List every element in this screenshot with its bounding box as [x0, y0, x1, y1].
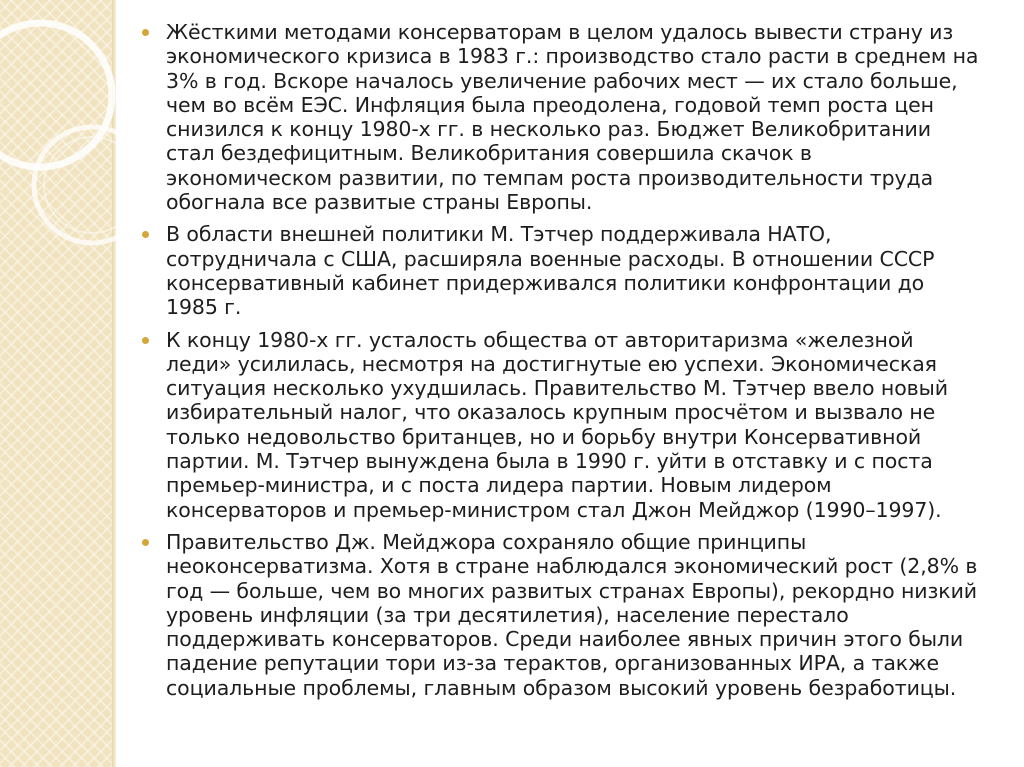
slide-content	[142, 20, 982, 708]
bullet-dot-icon	[142, 29, 149, 36]
bullet-text: Жёсткими методами консерваторам в целом удалось вывести страну из экономического кризиса в 1983 г.: производство стало расти в среднем на 3% в год. Вскоре началось увеличение рабочих мест — их стало больше, чем во всём ЕЭС. Инфляция была преодолена, годовой темп роста цен снизился к концу 1980-х гг. в несколько раз. Бюджет Великобритании стал бездефицитным. Великобритания совершила скачок в экономическом развитии, по темпам роста производительности труда обогнала все развитые страны Европы.	[166, 20, 979, 215]
bullet-text: Правительство Дж. Мейджора сохраняло общие принципы неоконсерватизма. Хотя в стране наблюдался экономический рост (2,8% в год — больше, чем во многих развитых странах Европы), рекордно низкий уровень инфляции (за три десятилетия), население перестало поддерживать консерваторов. Среди наиболее явных причин этого были падение репутации тори из-за терактов, организованных ИРА, а также социальные проблемы, главным образом высокий уровень безработицы.	[166, 529, 978, 700]
bullet-dot-icon	[142, 337, 149, 344]
bullet-item-foreign-policy	[142, 222, 982, 319]
bullet-text: К концу 1980-х гг. усталость общества от авторитаризма «железной леди» усилилась, несмотря на достигнутые ею успехи. Экономическая ситуация несколько ухудшилась. Правительство М. Тэтчер ввело новый избирательный налог, что оказалось крупным просчётом и вызвало не только недовольство британцев, но и борьбу внутри Консервативной партии. М. Тэтчер вынуждена была в 1990 г. уйти в отставку и с поста премьер-министра, и с поста лидера партии. Новым лидером консерваторов и премьер-министром стал Джон Мейджор (1990–1997).	[166, 327, 948, 522]
bullet-dot-icon	[142, 539, 149, 546]
bullet-item-thatcher-resignation	[142, 328, 982, 522]
decorative-ring-large	[0, 23, 112, 167]
bullet-item-major-government	[142, 530, 982, 700]
bullet-dot-icon	[142, 231, 149, 238]
bullet-text: В области внешней политики М. Тэтчер поддерживала НАТО, сотрудничала с США, расширяла военные расходы. В отношении СССР консервативный кабинет придерживался политики конфронтации до 1985 г.	[166, 222, 935, 320]
decorative-ring-small-inner	[44, 137, 140, 233]
bullet-item-economy	[142, 20, 982, 214]
bullet-list	[142, 20, 982, 700]
